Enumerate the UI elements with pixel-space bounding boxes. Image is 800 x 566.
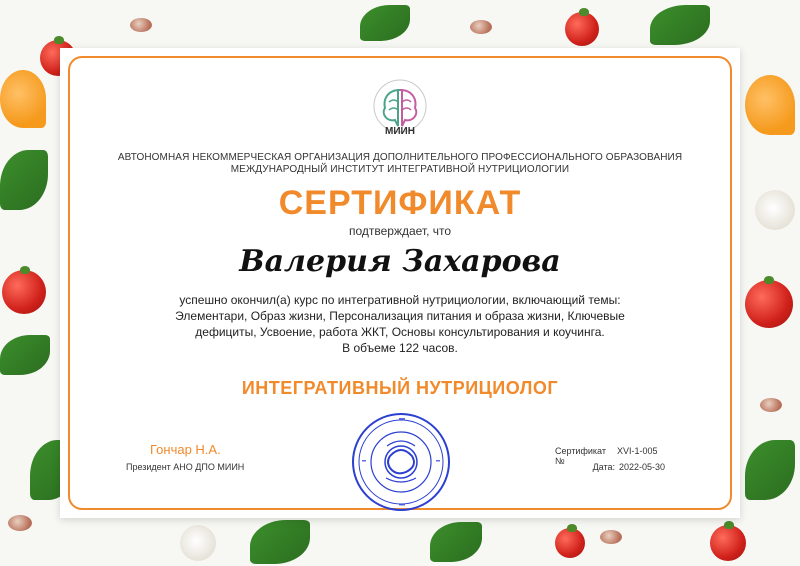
course-line-2: Элементари, Образ жизни, Персонализация питания и образа жизни, Ключевые: [175, 309, 625, 323]
certificate-meta: [555, 446, 665, 478]
spinach-leaf-decoration: [0, 150, 48, 210]
certificate-number-label: Сертификат №: [555, 446, 606, 466]
bean-decoration: [760, 398, 782, 412]
orange-slice-decoration: [0, 70, 46, 128]
organization-line-2: МЕЖДУНАРОДНЫЙ ИНСТИТУТ ИНТЕГРАТИВНОЙ НУТРИЦИОЛОГИИ: [230, 164, 570, 175]
logo-abbreviation: МИИН: [385, 126, 415, 137]
orange-slice-decoration: [745, 75, 795, 135]
course-line-3: дефициты, Усвоение, работа ЖКТ, Основы консультирования и коучинга.: [195, 325, 605, 339]
tomato-decoration: [2, 270, 46, 314]
certificate-title: СЕРТИФИКАТ: [278, 184, 522, 222]
spinach-leaf-decoration: [360, 5, 410, 41]
certificate-number: XVI-1-005: [617, 446, 658, 456]
cauliflower-decoration: [755, 190, 795, 230]
bean-decoration: [8, 515, 32, 531]
tomato-decoration: [745, 280, 793, 328]
certificate-date-row: [555, 462, 665, 478]
recipient-name: Валерия Захарова: [239, 244, 561, 279]
signer-name: Гончар Н.А.: [150, 442, 221, 457]
signer-role: Президент АНО ДПО МИИН: [126, 462, 245, 472]
cauliflower-decoration: [180, 525, 216, 561]
certificate-card: [60, 48, 740, 518]
certificate-date: 2022-05-30: [619, 462, 666, 472]
tomato-decoration: [555, 528, 585, 558]
course-line-1: успешно окончил(а) курс по интегративной нутрициологии, включающий темы:: [179, 293, 621, 307]
specialty-title: ИНТЕГРАТИВНЫЙ НУТРИЦИОЛОГ: [241, 378, 559, 398]
certificate-number-row: [555, 446, 665, 466]
bean-decoration: [600, 530, 622, 544]
official-stamp-icon: [342, 410, 460, 514]
spinach-leaf-decoration: [250, 520, 310, 564]
spinach-leaf-decoration: [650, 5, 710, 45]
course-description: [130, 292, 670, 356]
tomato-decoration: [710, 525, 746, 561]
organization-line-1: АВТОНОМНАЯ НЕКОММЕРЧЕСКАЯ ОРГАНИЗАЦИЯ ДОПОЛНИТЕЛЬНОГО ПРОФЕССИОНАЛЬНОГО ОБРАЗОВАНИЯ: [117, 152, 683, 163]
course-hours: В объеме 122 часов.: [342, 341, 458, 355]
spinach-leaf-decoration: [0, 335, 50, 375]
spinach-leaf-decoration: [745, 440, 795, 500]
tomato-decoration: [565, 12, 599, 46]
certificate-date-label: Дата:: [592, 462, 615, 472]
bean-decoration: [470, 20, 492, 34]
confirms-text: подтверждает, что: [348, 224, 452, 238]
organization-name: [60, 152, 740, 176]
spinach-leaf-decoration: [430, 522, 482, 562]
bean-decoration: [130, 18, 152, 32]
